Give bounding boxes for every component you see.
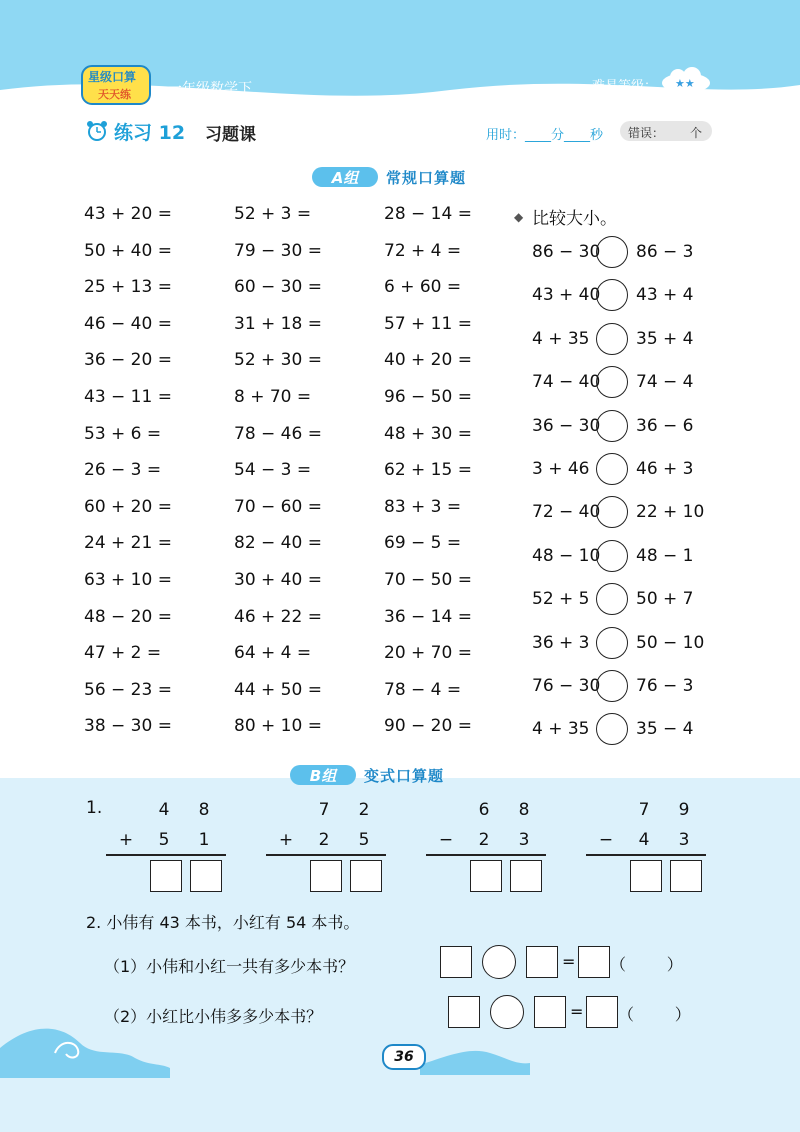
top-ones-digit: 9 <box>678 800 690 820</box>
sum-line <box>106 854 226 856</box>
compare-circle[interactable] <box>596 366 628 398</box>
logo-line1: 星级口算 <box>88 70 137 84</box>
compare-circle[interactable] <box>596 410 628 442</box>
compare-right: 48 − 1 <box>636 545 694 566</box>
vertical-problem <box>426 798 546 894</box>
top-tens-digit: 7 <box>318 800 330 820</box>
equation: 46 + 22 = <box>234 606 322 627</box>
group-b-header <box>290 764 444 786</box>
vertical-problem <box>266 798 386 894</box>
question-1-label: 1. <box>86 798 103 818</box>
equation: 80 + 10 = <box>234 716 322 737</box>
equation: 60 + 20 = <box>84 496 172 517</box>
footer-wave-decoration <box>420 1035 530 1075</box>
compare-left: 36 − 30 <box>532 415 601 436</box>
group-a-badge: A组 <box>312 167 378 187</box>
compare-circle[interactable] <box>596 279 628 311</box>
equation: 28 − 14 = <box>384 204 472 224</box>
compare-right: 46 + 3 <box>636 459 694 479</box>
equation: 82 − 40 = <box>234 533 322 554</box>
compare-left: 48 − 10 <box>532 545 601 566</box>
question-2-text: 2. 小伟有 43 本书，小红有 54 本书。 <box>86 913 360 932</box>
compare-circle[interactable] <box>596 540 628 572</box>
compare-right: 86 − 3 <box>636 242 694 262</box>
compare-left: 4 + 35 <box>532 719 590 740</box>
compare-row <box>532 583 694 615</box>
answer-box[interactable] <box>526 946 558 978</box>
equals-sign: = <box>570 1002 584 1021</box>
compare-bullet: ◆ <box>514 210 524 224</box>
compare-right: 35 − 4 <box>636 719 694 740</box>
equation: 63 + 10 = <box>84 570 172 590</box>
compare-row <box>532 627 704 659</box>
equation: 70 − 50 = <box>384 570 472 590</box>
compare-row <box>532 279 694 311</box>
equation: 64 + 4 = <box>234 643 312 664</box>
operator-sign: − <box>598 830 614 850</box>
equation: 20 + 70 = <box>384 643 472 664</box>
answer-box[interactable] <box>448 996 480 1028</box>
answer-ones-box[interactable] <box>350 860 382 892</box>
alarm-clock-icon <box>86 120 108 142</box>
errors-label: 错误： <box>628 126 665 140</box>
equation: 52 + 30 = <box>234 350 322 371</box>
equation: 79 − 30 = <box>234 240 322 261</box>
equals-sign: = <box>562 952 576 971</box>
equation: 54 − 3 = <box>234 460 312 481</box>
compare-row <box>532 713 694 745</box>
equation: 48 + 30 = <box>384 423 472 444</box>
equation: 62 + 15 = <box>384 460 472 481</box>
top-ones-digit: 2 <box>358 800 370 820</box>
group-b-title: 变式口算题 <box>364 766 445 785</box>
equation: 50 + 40 = <box>84 240 172 261</box>
vertical-problem <box>106 798 226 894</box>
compare-right: 22 + 10 <box>636 502 705 523</box>
answer-ones-box[interactable] <box>510 860 542 892</box>
equation: 69 − 5 = <box>384 533 462 554</box>
compare-circle[interactable] <box>596 453 628 485</box>
equation: 46 − 40 = <box>84 313 172 334</box>
answer-tens-box[interactable] <box>310 860 342 892</box>
compare-circle[interactable] <box>596 583 628 615</box>
compare-left: 72 − 40 <box>532 502 601 523</box>
top-tens-digit: 7 <box>638 800 650 820</box>
errors-unit: 个 <box>690 126 703 140</box>
equation: 60 − 30 = <box>234 277 322 298</box>
top-tens-digit: 4 <box>158 800 170 820</box>
equation: 8 + 70 = <box>234 387 312 407</box>
bottom-tens-digit: 2 <box>478 830 490 850</box>
equation: 72 + 4 = <box>384 240 462 261</box>
operator-circle[interactable] <box>482 945 516 979</box>
unit-paren: （ ） <box>618 1005 691 1024</box>
equation: 47 + 2 = <box>84 643 162 664</box>
bottom-tens-digit: 5 <box>158 830 170 850</box>
operator-circle[interactable] <box>490 995 524 1029</box>
equation: 24 + 21 = <box>84 533 172 554</box>
compare-row <box>532 323 694 355</box>
equation: 36 − 20 = <box>84 350 172 371</box>
time-used-label: 用时：____分____秒 <box>486 128 604 143</box>
compare-row <box>532 540 694 572</box>
compare-row <box>532 496 704 528</box>
question-2-part-2: （2）小红比小伟多多少本书？ <box>104 1007 323 1026</box>
compare-right: 36 − 6 <box>636 415 694 436</box>
answer-tens-box[interactable] <box>470 860 502 892</box>
bottom-ones-digit: 5 <box>358 830 370 850</box>
svg-text:★★: ★★ <box>675 77 695 90</box>
answer-ones-box[interactable] <box>670 860 702 892</box>
difficulty-cloud-icon <box>660 66 712 94</box>
equation: 96 − 50 = <box>384 387 472 407</box>
equation: 30 + 40 = <box>234 570 322 590</box>
equation: 43 + 20 = <box>84 204 172 224</box>
equation: 70 − 60 = <box>234 496 322 517</box>
compare-right: 50 + 7 <box>636 589 694 610</box>
answer-ones-box[interactable] <box>190 860 222 892</box>
compare-circle[interactable] <box>596 713 628 745</box>
compare-row <box>532 366 694 398</box>
equation: 90 − 20 = <box>384 716 472 737</box>
series-title: 一年级数学下 <box>168 81 252 97</box>
compare-left: 86 − 30 <box>532 242 601 262</box>
operator-sign: + <box>118 830 134 850</box>
bottom-tens-digit: 2 <box>318 830 330 850</box>
top-tens-digit: 6 <box>478 800 490 820</box>
equation: 52 + 3 = <box>234 204 312 224</box>
compare-right: 43 + 4 <box>636 285 694 306</box>
equation: 83 + 3 = <box>384 496 462 517</box>
lesson-number: 练习 12 <box>114 122 186 144</box>
compare-row <box>532 453 694 485</box>
compare-left: 76 − 30 <box>532 676 601 696</box>
compare-right: 74 − 4 <box>636 372 694 393</box>
compare-left: 74 − 40 <box>532 372 601 393</box>
compare-right: 76 − 3 <box>636 676 694 696</box>
compare-circle[interactable] <box>596 236 628 268</box>
equation: 57 + 11 = <box>384 313 472 334</box>
answer-box[interactable] <box>534 996 566 1028</box>
equation: 53 + 6 = <box>84 423 162 444</box>
unit-paren: （ ） <box>610 955 683 974</box>
equation: 78 − 46 = <box>234 423 322 444</box>
group-a-title: 常规口算题 <box>386 168 467 187</box>
equation: 40 + 20 = <box>384 350 472 371</box>
logo-line2: 天天练 <box>98 88 131 101</box>
compare-left: 4 + 35 <box>532 328 590 349</box>
result-box[interactable] <box>586 996 618 1028</box>
operator-sign: − <box>438 830 454 850</box>
answer-box[interactable] <box>440 946 472 978</box>
answer-tens-box[interactable] <box>630 860 662 892</box>
compare-row <box>532 410 694 442</box>
operator-sign: + <box>278 830 294 850</box>
page-number: 36 <box>382 1044 426 1070</box>
equation: 36 − 14 = <box>384 606 472 627</box>
compare-right: 50 − 10 <box>636 632 705 653</box>
equation: 26 − 3 = <box>84 460 162 481</box>
difficulty-label: 难易等级： <box>592 79 658 94</box>
compare-right: 35 + 4 <box>636 328 694 349</box>
compare-title: 比较大小。 <box>532 209 617 229</box>
compare-row <box>532 670 694 702</box>
compare-circle[interactable] <box>596 323 628 355</box>
bottom-tens-digit: 4 <box>638 830 650 850</box>
equation: 78 − 4 = <box>384 679 462 700</box>
group-a-header <box>312 166 466 188</box>
compare-row <box>532 236 694 268</box>
vertical-problem <box>586 798 706 894</box>
sum-line <box>426 854 546 856</box>
result-box[interactable] <box>578 946 610 978</box>
equation: 43 − 11 = <box>84 387 172 407</box>
compare-left: 43 + 40 <box>532 285 601 306</box>
group-b-badge: B组 <box>290 765 356 785</box>
equation: 44 + 50 = <box>234 679 322 700</box>
compare-circle[interactable] <box>596 627 628 659</box>
sum-line <box>586 854 706 856</box>
series-logo <box>80 64 152 106</box>
bottom-ones-digit: 3 <box>678 830 690 850</box>
equation: 6 + 60 = <box>384 277 462 298</box>
compare-left: 52 + 5 <box>532 589 590 610</box>
top-ones-digit: 8 <box>518 800 530 820</box>
sum-line <box>266 854 386 856</box>
equation: 56 − 23 = <box>84 679 172 700</box>
bottom-ones-digit: 3 <box>518 830 530 850</box>
equation: 31 + 18 = <box>234 313 322 334</box>
equation: 25 + 13 = <box>84 277 172 298</box>
answer-tens-box[interactable] <box>150 860 182 892</box>
equation: 48 − 20 = <box>84 606 172 627</box>
question-2-part-1: （1）小伟和小红一共有多少本书？ <box>104 957 355 976</box>
equation: 38 − 30 = <box>84 716 172 737</box>
bottom-ones-digit: 1 <box>198 830 210 850</box>
footer-wave-decoration <box>0 1018 170 1078</box>
lesson-title: 习题课 <box>205 125 256 145</box>
compare-left: 36 + 3 <box>532 632 590 653</box>
compare-circle[interactable] <box>596 496 628 528</box>
top-ones-digit: 8 <box>198 800 210 820</box>
compare-circle[interactable] <box>596 670 628 702</box>
compare-left: 3 + 46 <box>532 459 590 479</box>
